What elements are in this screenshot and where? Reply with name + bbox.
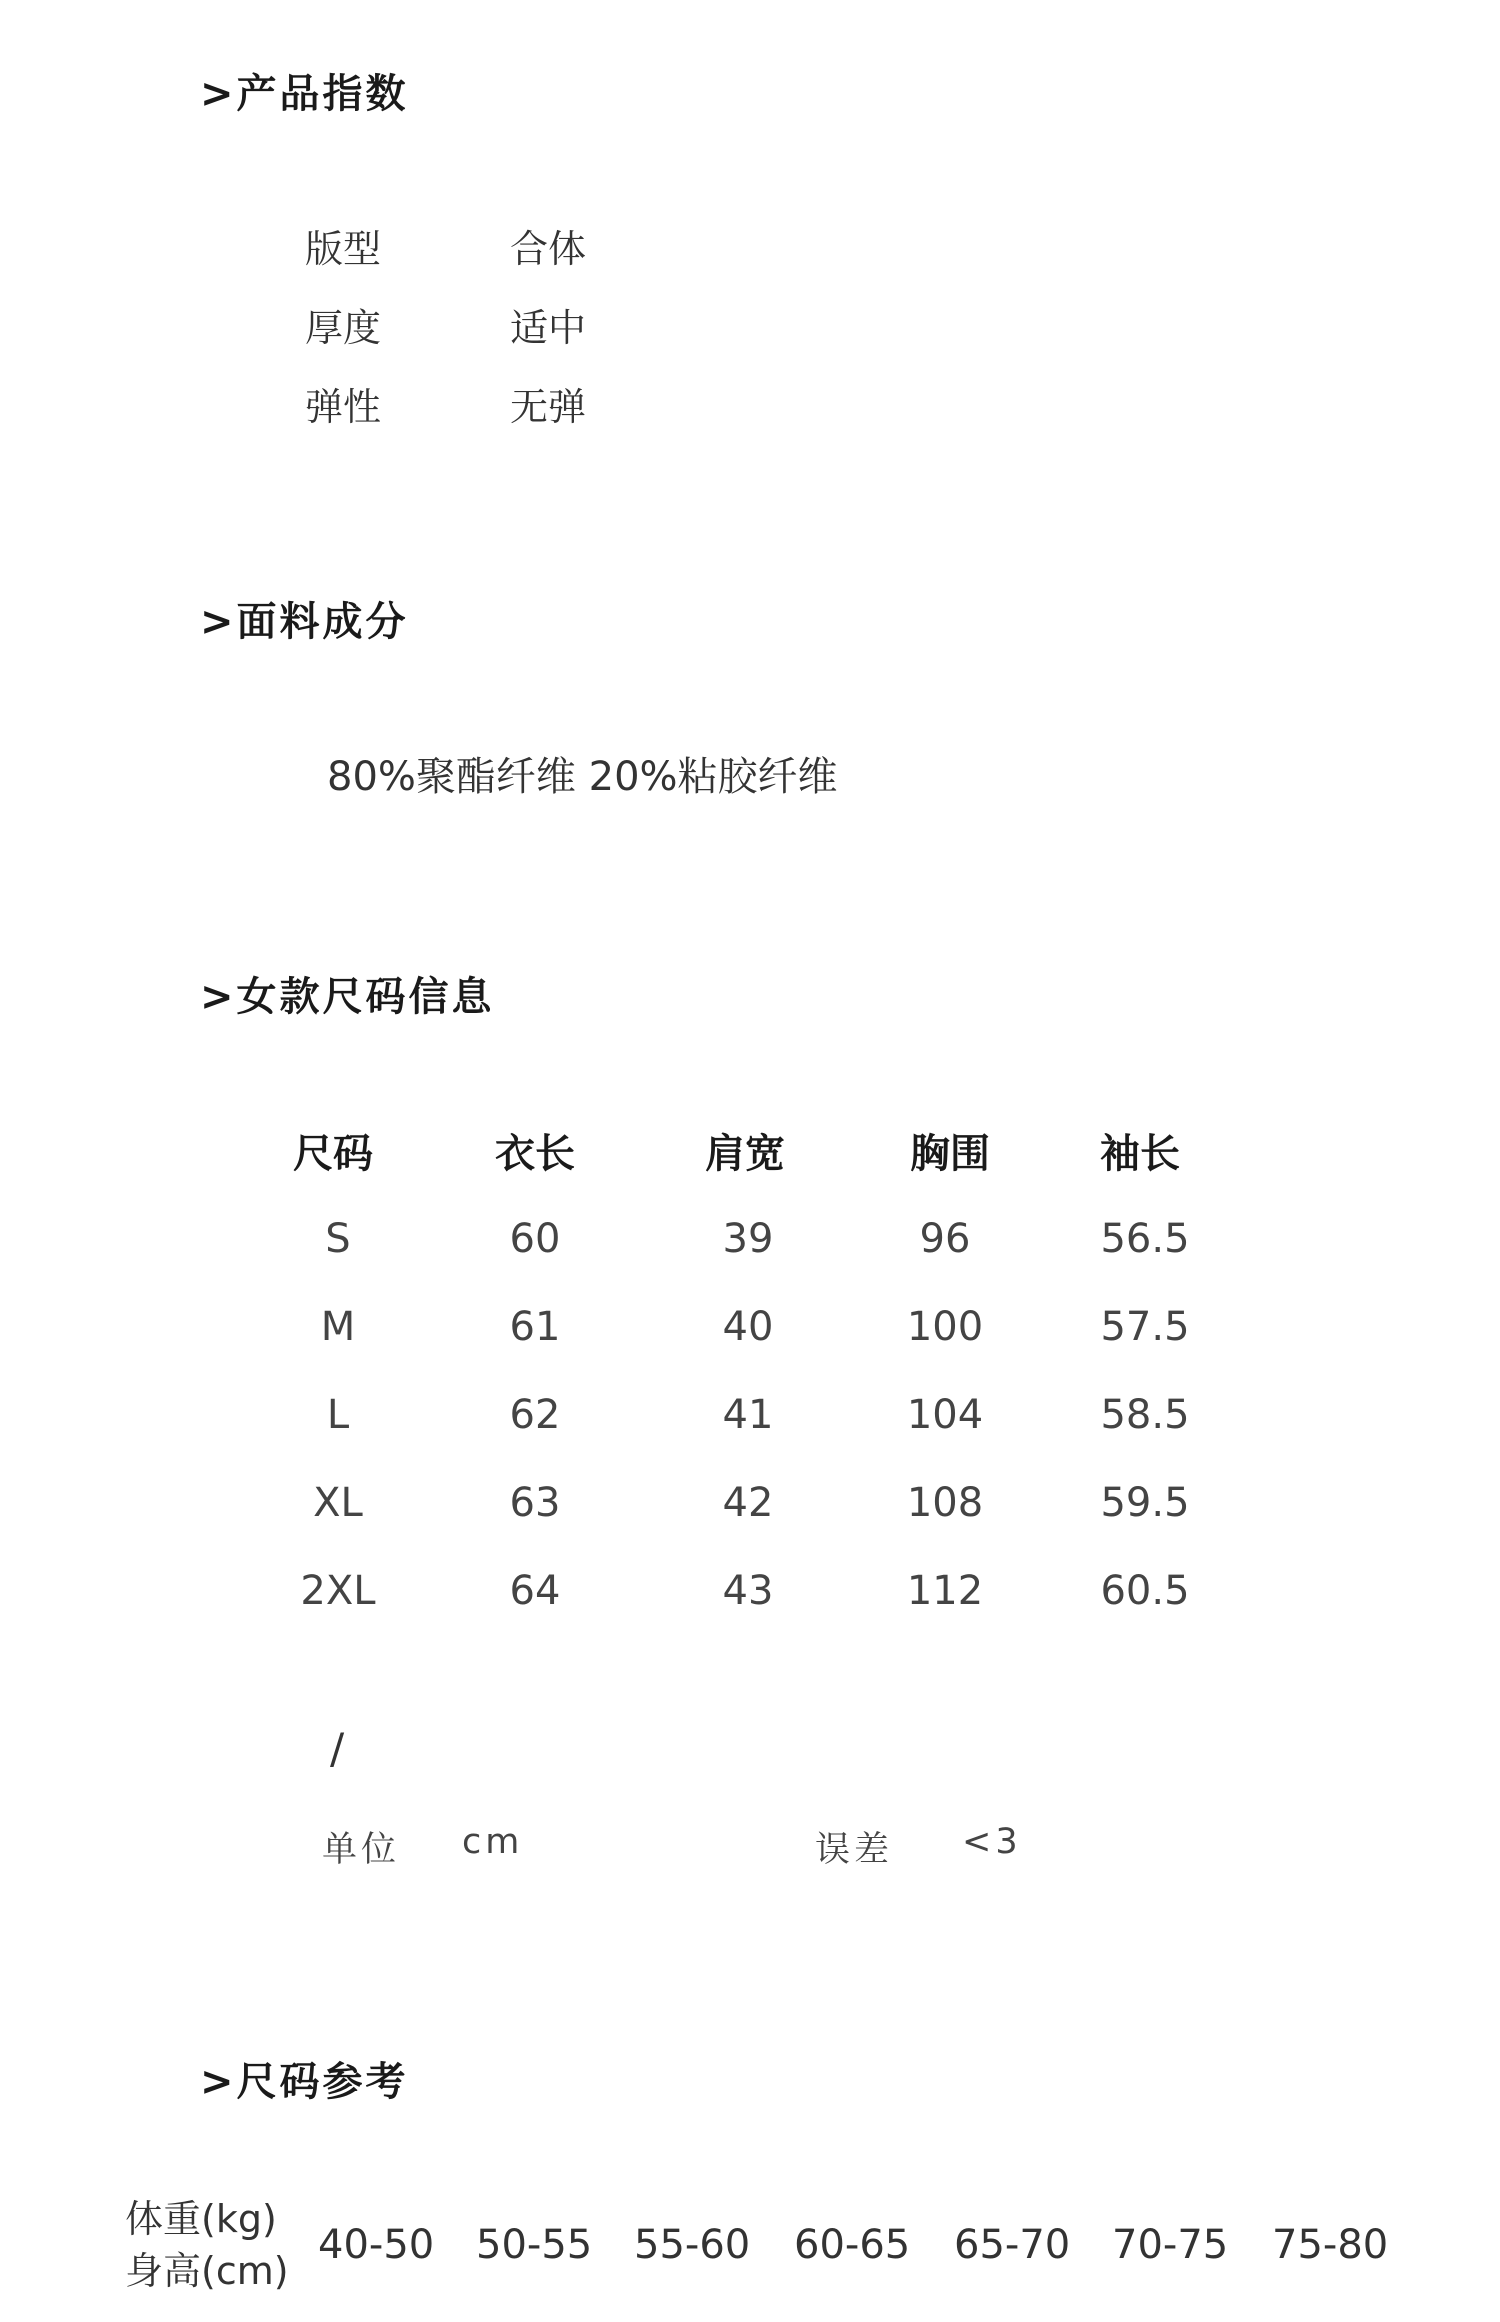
attr-value-fit: 合体 [510, 227, 587, 271]
reference-range: 65-70 [954, 2222, 1071, 2268]
reference-range: 50-55 [476, 2222, 593, 2268]
section-title-product-index: >产品指数 [200, 71, 409, 117]
shoulder-cell: 39 [722, 1216, 774, 1262]
note-slash: / [330, 1724, 345, 1773]
error-label: 误差 [815, 1830, 894, 1870]
chest-cell: 100 [906, 1304, 984, 1350]
unit-label: 单位 [322, 1830, 401, 1870]
shoulder-cell: 42 [722, 1480, 774, 1526]
size-table-header-chest: 胸围 [910, 1131, 990, 1177]
chest-cell: 96 [919, 1216, 971, 1262]
reference-range: 70-75 [1112, 2222, 1229, 2268]
length-cell: 64 [509, 1568, 561, 1614]
shoulder-cell: 40 [722, 1304, 774, 1350]
attr-value-thickness: 适中 [510, 306, 587, 350]
section-title-size-reference: >尺码参考 [200, 2059, 409, 2105]
attr-label-fit: 版型 [305, 227, 382, 271]
section-title-size-info: >女款尺码信息 [200, 974, 495, 1020]
shoulder-cell: 41 [722, 1392, 774, 1438]
length-cell: 60 [509, 1216, 561, 1262]
size-cell: 2XL [300, 1568, 376, 1614]
chest-cell: 108 [906, 1480, 984, 1526]
size-table-header-sleeve: 袖长 [1100, 1131, 1180, 1177]
length-cell: 63 [509, 1480, 561, 1526]
error-value: <3 [962, 1822, 1022, 1862]
sleeve-cell: 58.5 [1100, 1392, 1190, 1438]
size-cell: M [320, 1304, 356, 1350]
size-table-header-size: 尺码 [293, 1131, 373, 1177]
size-cell: S [325, 1216, 351, 1262]
section-title-fabric: >面料成分 [200, 599, 409, 645]
attr-label-elasticity: 弹性 [305, 385, 382, 429]
fabric-composition: 80%聚酯纤维 20%粘胶纤维 [327, 754, 838, 800]
sleeve-cell: 56.5 [1100, 1216, 1190, 1262]
chest-cell: 112 [906, 1568, 984, 1614]
size-table-header-shoulder: 肩宽 [705, 1131, 785, 1177]
reference-header-height: 身高(cm) [125, 2249, 289, 2293]
size-cell: L [326, 1392, 350, 1438]
chest-cell: 104 [906, 1392, 984, 1438]
sleeve-cell: 57.5 [1100, 1304, 1190, 1350]
attr-label-thickness: 厚度 [305, 306, 382, 350]
reference-range: 40-50 [318, 2222, 435, 2268]
unit-value: cm [462, 1822, 524, 1862]
attr-value-elasticity: 无弹 [510, 385, 587, 429]
reference-range: 55-60 [634, 2222, 751, 2268]
length-cell: 62 [509, 1392, 561, 1438]
reference-range: 75-80 [1272, 2222, 1389, 2268]
size-cell: XL [313, 1480, 363, 1526]
length-cell: 61 [509, 1304, 561, 1350]
shoulder-cell: 43 [722, 1568, 774, 1614]
size-table-header-length: 衣长 [495, 1131, 575, 1177]
reference-header-weight: 体重(kg) [125, 2197, 277, 2241]
sleeve-cell: 60.5 [1100, 1568, 1190, 1614]
sleeve-cell: 59.5 [1100, 1480, 1190, 1526]
reference-range: 60-65 [794, 2222, 911, 2268]
